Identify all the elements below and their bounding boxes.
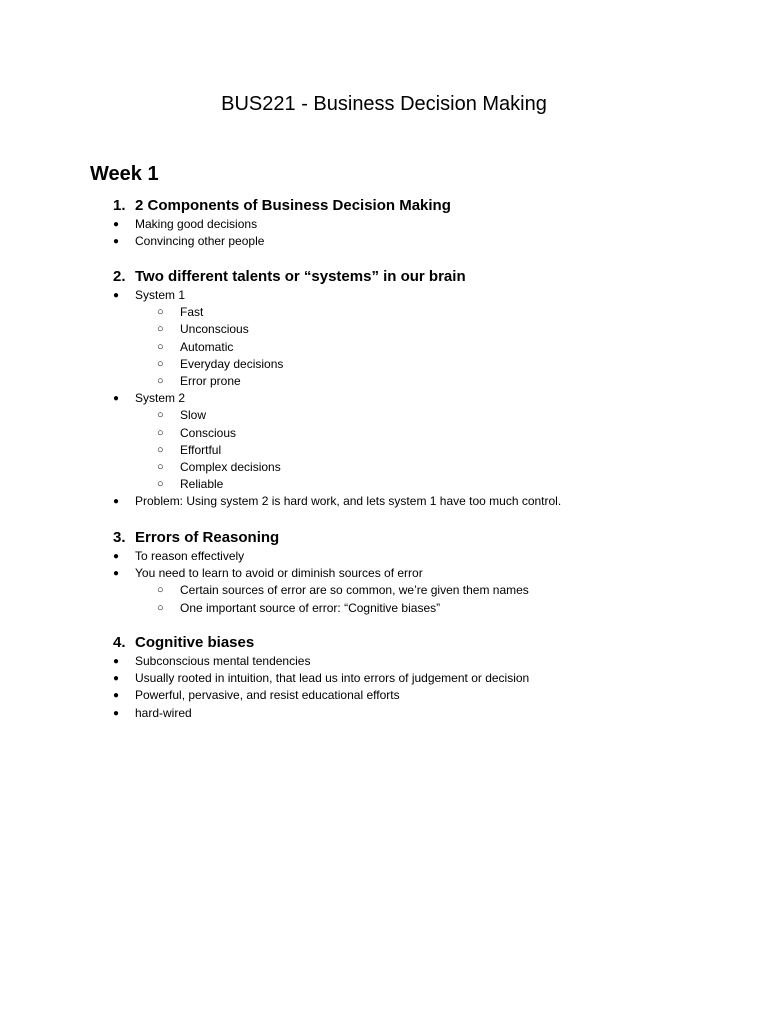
bullet-circle: ○	[157, 357, 164, 370]
sub-list-item-text: Unconscious	[180, 322, 249, 337]
sub-list-item	[0, 600, 768, 617]
sub-list-item	[0, 582, 768, 599]
list-item-text: Subconscious mental tendencies	[135, 654, 311, 668]
sub-list-item	[0, 425, 768, 442]
list-item	[0, 233, 768, 250]
bullet-circle: ○	[157, 340, 164, 353]
section-number: 4.	[113, 634, 126, 651]
sub-list-item	[0, 373, 768, 390]
sub-list-item	[0, 476, 768, 493]
section-heading	[0, 528, 768, 548]
section-heading	[0, 633, 768, 653]
list-item	[0, 670, 768, 687]
bullet-disc: ●	[113, 290, 120, 301]
list-item-text: To reason effectively	[135, 549, 245, 563]
document-title: BUS221 - Business Decision Making	[221, 93, 547, 115]
sub-list-item-text: Slow	[180, 408, 207, 423]
bullet-circle: ○	[157, 601, 164, 614]
bullet-disc: ●	[113, 393, 120, 405]
list-item	[0, 216, 768, 233]
bullet-disc: ●	[113, 219, 120, 230]
section-title: 2 Components of Business Decision Making	[135, 197, 451, 214]
section-title: Two different talents or “systems” in our brain	[135, 268, 466, 285]
sub-list-item-text: One important source of error: “Cognitive biases”	[180, 600, 441, 615]
bullet-circle: ○	[157, 426, 164, 439]
sub-list-item-text: Effortful	[180, 442, 222, 457]
bullet-disc: ●	[113, 707, 120, 719]
section-heading	[0, 267, 768, 287]
week-heading: Week 1	[90, 163, 159, 185]
sub-list-item	[0, 304, 768, 321]
sub-list-item	[0, 339, 768, 356]
list-item	[0, 548, 768, 565]
sub-list-item-text: Error prone	[180, 373, 241, 388]
sub-list-item-text: Fast	[180, 305, 204, 320]
bullet-disc: ●	[113, 496, 120, 508]
section-heading	[0, 196, 768, 216]
sub-list-item-text: Everyday decisions	[180, 356, 284, 371]
list-item	[0, 493, 768, 510]
section-4	[0, 633, 768, 722]
sub-list-item	[0, 459, 768, 476]
list-item	[0, 565, 768, 582]
sub-list-item	[0, 442, 768, 459]
section-3	[0, 528, 768, 617]
bullet-disc: ●	[113, 568, 120, 580]
list-item-text: hard-wired	[135, 705, 192, 720]
bullet-disc: ●	[113, 690, 120, 702]
section-number: 2.	[113, 268, 126, 285]
bullet-circle: ○	[157, 306, 164, 319]
bullet-disc: ●	[113, 656, 120, 667]
bullet-circle: ○	[157, 460, 164, 473]
sub-list-item	[0, 407, 768, 424]
bullet-disc: ●	[113, 236, 120, 248]
list-item-text: Powerful, pervasive, and resist educational efforts	[135, 688, 400, 703]
bullet-circle: ○	[157, 374, 164, 387]
list-item-text: System 1	[135, 288, 186, 302]
list-item	[0, 653, 768, 670]
bullet-circle: ○	[157, 443, 164, 456]
list-item	[0, 687, 768, 704]
sub-list-item	[0, 356, 768, 373]
list-item-text: You need to learn to avoid or diminish sources of error	[135, 566, 423, 581]
bullet-circle: ○	[157, 584, 164, 597]
sub-list-item-text: Complex decisions	[180, 459, 281, 474]
section-title: Errors of Reasoning	[135, 529, 280, 546]
list-item-text: Problem: Using system 2 is hard work, and lets system 1 have too much control.	[135, 494, 562, 509]
section-2	[0, 267, 768, 510]
sub-list-item	[0, 321, 768, 338]
bullet-circle: ○	[157, 409, 164, 422]
bullet-disc: ●	[113, 551, 120, 562]
list-item-text: Making good decisions	[135, 217, 258, 231]
list-item-text: System 2	[135, 391, 186, 406]
section-1	[0, 196, 768, 250]
list-item-text: Usually rooted in intuition, that lead us into errors of judgement or decision	[135, 671, 530, 686]
section-number: 3.	[113, 529, 126, 546]
section-title: Cognitive biases	[135, 634, 255, 651]
bullet-disc: ●	[113, 673, 120, 685]
list-item	[0, 287, 768, 304]
list-item-text: Convincing other people	[135, 234, 265, 249]
sub-list-item-text: Conscious	[180, 425, 237, 440]
list-item	[0, 705, 768, 722]
list-item	[0, 390, 768, 407]
sub-list-item-text: Reliable	[180, 477, 224, 492]
sub-list-item-text: Certain sources of error are so common, we’re given them names	[180, 583, 529, 598]
bullet-circle: ○	[157, 323, 164, 336]
section-number: 1.	[113, 197, 126, 214]
bullet-circle: ○	[157, 478, 164, 491]
sub-list-item-text: Automatic	[180, 339, 234, 354]
